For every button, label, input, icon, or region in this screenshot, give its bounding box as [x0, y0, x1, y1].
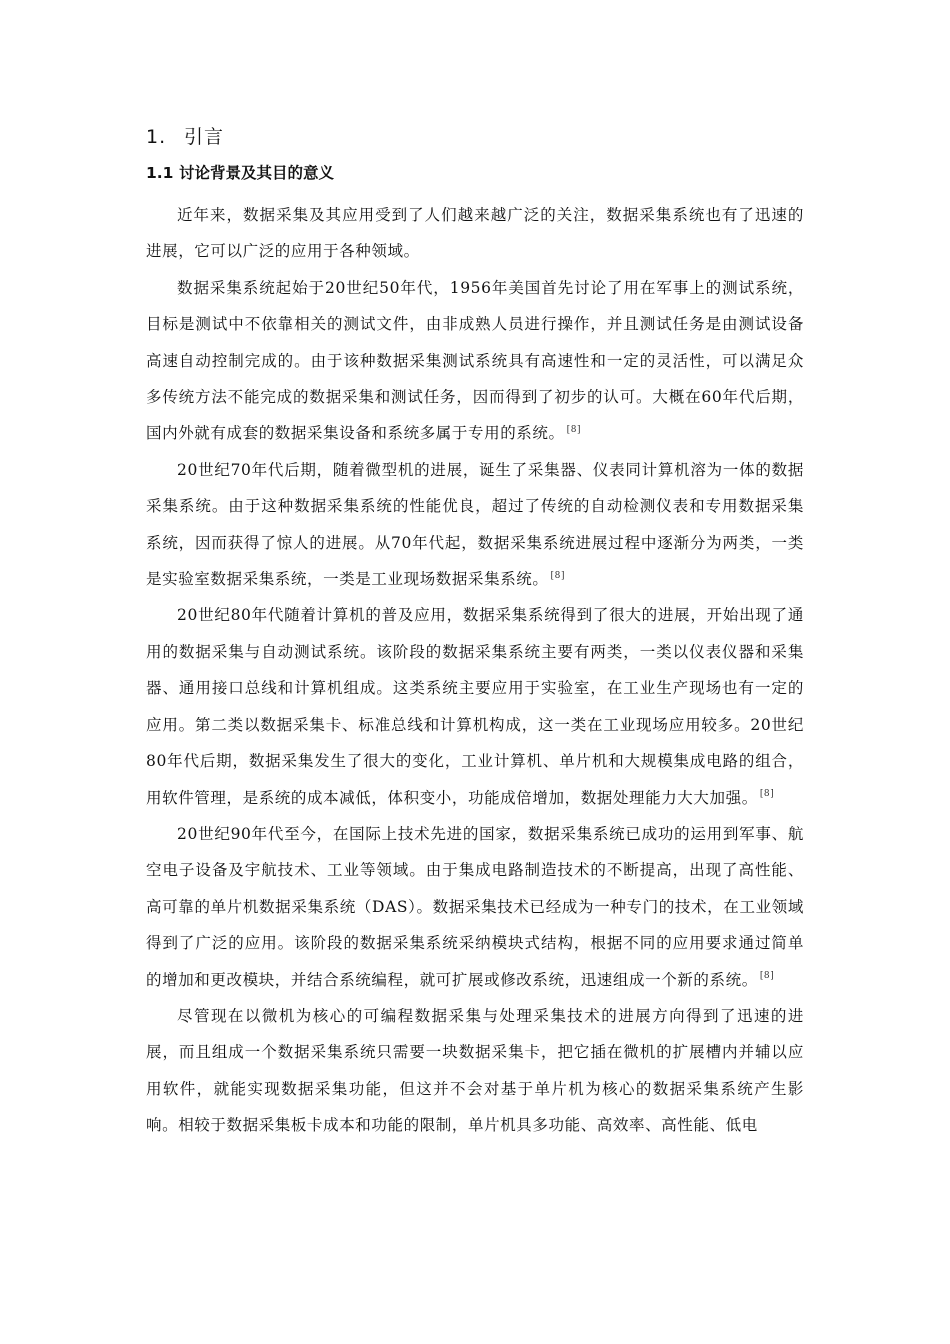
paragraph-1: [146, 197, 804, 270]
paragraph-text: 尽管现在以微机为核心的可编程数据采集与处理采集技术的进展方向得到了迅速的进展，而且组成一个数据采集系统只需要一块数据采集卡，把它插在微机的扩展槽内并辅以应用软件，就能实现数据采集功能，但这并不会对基于单片机为核心的数据采集系统产生影响。相较于数据采集板卡成本和功能的限制，单片机具多功能、高效率、高性能、低电: [146, 1006, 804, 1135]
paragraph-4: [146, 597, 804, 815]
paragraph-6: [146, 998, 804, 1144]
chapter-title-text: 引言: [184, 126, 225, 148]
section-number: 1.1: [146, 164, 174, 182]
citation-reference: [8]: [566, 425, 582, 436]
citation-reference: [8]: [759, 971, 775, 982]
paragraph-text: 20世纪70年代后期，随着微型机的进展，诞生了采集器、仪表同计算机溶为一体的数据采集系统。由于这种数据采集系统的性能优良，超过了传统的自动检测仪表和专用数据采集系统，因而获得了惊人的进展。从70年代起，数据采集系统进展过程中逐渐分为两类，一类是实验室数据采集系统，一类是工业现场数据采集系统。: [146, 460, 804, 589]
chapter-heading: [146, 123, 224, 151]
paragraph-2: [146, 270, 804, 452]
paragraph-text: 20世纪80年代随着计算机的普及应用，数据采集系统得到了很大的进展，开始出现了通用的数据采集与自动测试系统。该阶段的数据采集系统主要有两类，一类以仪表仪器和采集器、通用接口总线和计算机组成。这类系统主要应用于实验室，在工业生产现场也有一定的应用。第二类以数据采集卡、标准总线和计算机构成，这一类在工业现场应用较多。20世纪80年代后期，数据采集发生了很大的变化，工业计算机、单片机和大规模集成电路的组合，用软件管理，是系统的成本减低，体积变小，功能成倍增加，数据处理能力大大加强。: [146, 606, 804, 807]
section-heading: [146, 161, 334, 185]
paragraph-text: 近年来，数据采集及其应用受到了人们越来越广泛的关注，数据采集系统也有了迅速的进展，它可以广泛的应用于各种领域。: [146, 206, 804, 261]
paragraph-5: [146, 816, 804, 998]
section-title-text: 讨论背景及其目的意义: [179, 164, 335, 182]
paragraph-3: [146, 452, 804, 598]
citation-reference: [8]: [550, 570, 566, 581]
body-text: [146, 197, 804, 1144]
paragraph-text: 20世纪90年代至今，在国际上技术先进的国家，数据采集系统已成功的运用到军事、航空电子设备及宇航技术、工业等领域。由于集成电路制造技术的不断提高，出现了高性能、高可靠的单片机数据采集系统（DAS）。数据采集技术已经成为一种专门的技术，在工业领域得到了广泛的应用。该阶段的数据采集系统采纳模块式结构，根据不同的应用要求通过简单的增加和更改模块，并结合系统编程，就可扩展或修改系统，迅速组成一个新的系统。: [146, 824, 804, 989]
citation-reference: [8]: [759, 789, 775, 800]
paragraph-text: 数据采集系统起始于20世纪50年代，1956年美国首先讨论了用在军事上的测试系统，目标是测试中不依靠相关的测试文件，由非成熟人员进行操作，并且测试任务是由测试设备高速自动控制完成的。由于该种数据采集测试系统具有高速性和一定的灵活性，可以满足众多传统方法不能完成的数据采集和测试任务，因而得到了初步的认可。大概在60年代后期，国内外就有成套的数据采集设备和系统多属于专用的系统。: [146, 278, 804, 443]
chapter-number: 1.: [146, 126, 167, 148]
